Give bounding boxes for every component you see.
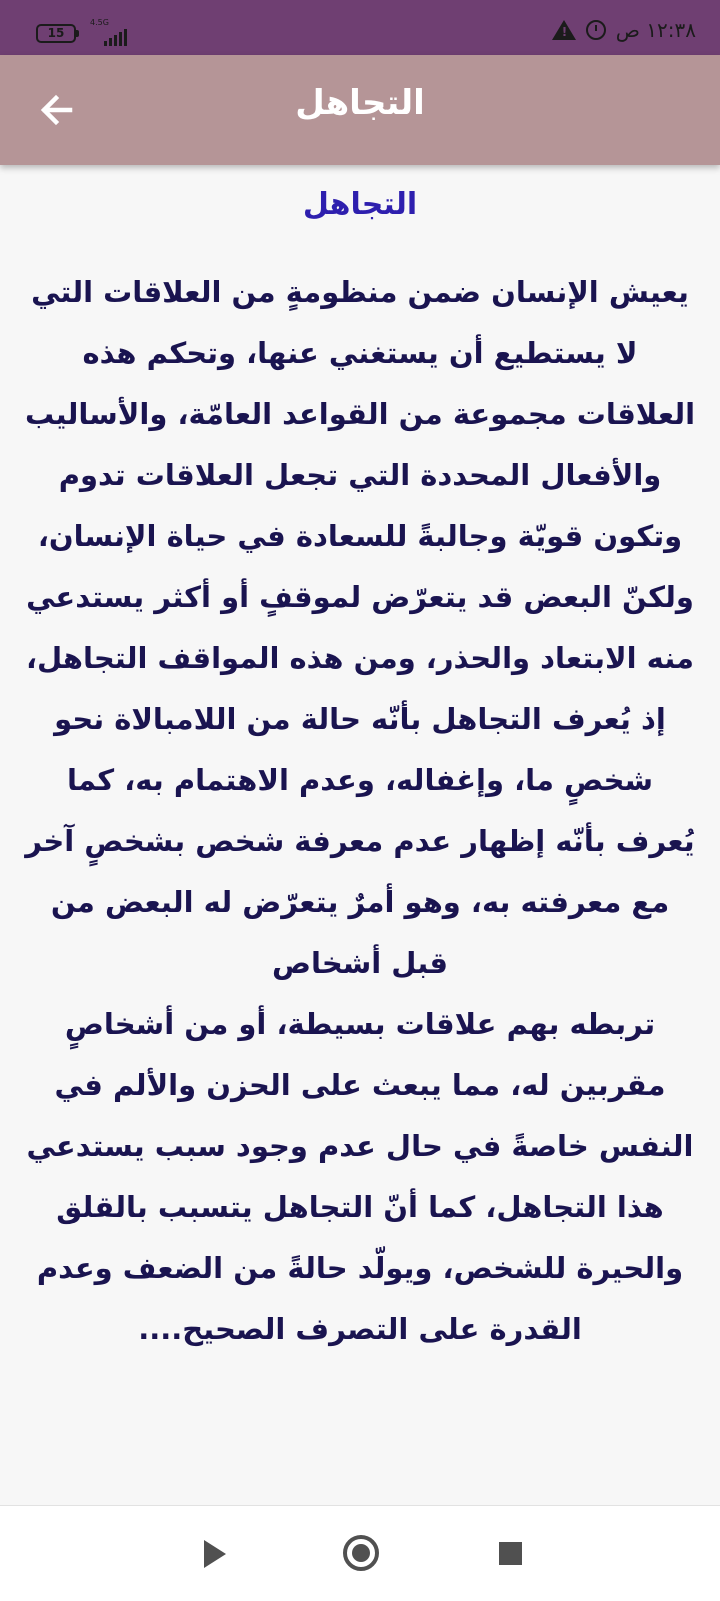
back-triangle-icon[interactable] — [204, 1540, 226, 1568]
article-body: يعيش الإنسان ضمن منظومةٍ من العلاقات التي لا يستطيع أن يستغني عنها، وتحكم هذه العلاقات مجموعة من القواعد العامّة، والأساليب والأفعال المحددة التي تجعل العلاقات تدوم وتكون قويّة وجالبةً للسعادة في حياة الإنسان، ولكنّ البعض قد يتعرّض لموقفٍ أو أكثر يستدعي منه الابتعاد والحذر، ومن هذه المواقف التجاهل، إذ يُعرف التجاهل بأنّه حالة من اللامبالاة نحو شخصٍ ما، وإغفاله، وعدم الاهتمام به، كما يُعرف بأنّه إظهار عدم معرفة شخص بشخصٍ آخر مع معرفته به، وهو أمرٌ يتعرّض له البعض من قبل أشخاص تربطه بهم علاقات بسيطة، أو من أشخاصٍ مقربين له، مما يبعث على الحزن والألم في النفس خاصةً في حال عدم وجود سبب يستدعي هذا التجاهل، كما أنّ التجاهل يتسبب بالقلق والحيرة للشخص، ويولّد حالةً من الضعف وعدم القدرة على التصرف الصحيح.... — [24, 275, 696, 1346]
warning-icon: ! — [552, 20, 576, 40]
home-circle-icon[interactable] — [343, 1535, 379, 1571]
status-time: ١٢:٣٨ ص — [615, 18, 696, 42]
network-type: 4.5G — [90, 18, 109, 27]
recents-square-icon[interactable] — [499, 1542, 522, 1565]
signal-bars — [104, 29, 127, 46]
article-content[interactable] — [0, 165, 720, 1505]
system-nav-bar — [0, 1505, 720, 1601]
app-bar — [0, 55, 720, 165]
status-left-group — [36, 20, 132, 46]
signal-icon — [90, 20, 132, 46]
battery-icon — [36, 24, 76, 43]
status-right-group — [552, 18, 696, 42]
battery-level: 15 — [47, 25, 65, 40]
page-title: التجاهل — [295, 83, 425, 123]
alarm-icon — [586, 20, 606, 40]
article-heading: التجاهل — [302, 187, 418, 222]
status-bar — [0, 0, 720, 55]
